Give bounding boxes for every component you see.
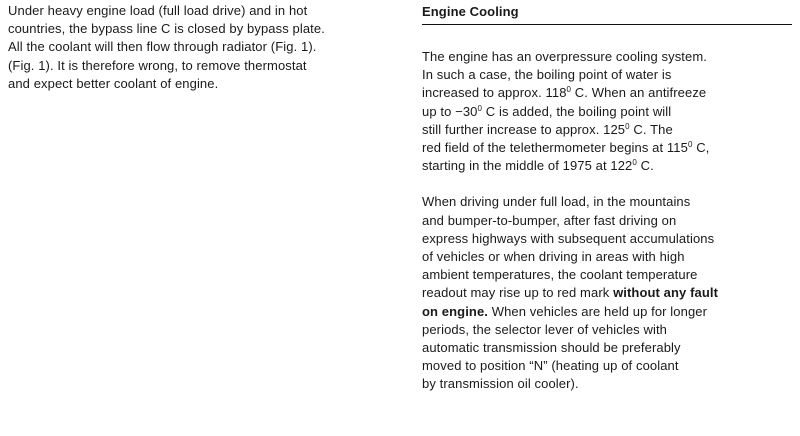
text-segment: When vehicles are held up for longer: [488, 303, 708, 319]
degree-mark: 0: [632, 158, 637, 168]
text-segment: C. The: [629, 121, 673, 137]
degree-mark: 0: [625, 121, 630, 131]
text-line: In such a case, the boiling point of water is: [422, 67, 672, 83]
text-line: [422, 284, 792, 302]
degree-mark: 0: [477, 103, 483, 113]
right-column: [422, 0, 792, 394]
text-line: by transmission oil cooler).: [422, 376, 579, 392]
text-line: All the coolant will then flow through radiator (Fig. 1).: [8, 39, 317, 55]
text-line: and bumper-to-bumper, after fast driving on: [422, 212, 677, 228]
text-line: of vehicles or when driving in areas with high: [422, 249, 685, 265]
text-segment: starting in the middle of 1975 at 122: [422, 158, 633, 174]
text-line: express highways with subsequent accumulations: [422, 230, 715, 246]
section-heading: Engine Cooling: [422, 0, 792, 25]
text-line: automatic transmission should be preferably: [422, 340, 681, 356]
text-line: and expect better coolant of engine.: [8, 75, 219, 91]
text-line: [422, 303, 792, 321]
degree-mark: 0: [687, 140, 693, 150]
text-segment: red field of the telethermometer begins at 115: [422, 140, 688, 156]
text-segment: C is added, the boiling point will: [482, 103, 672, 119]
text-line: [422, 157, 792, 175]
text-line: (Fig. 1). It is therefore wrong, to remove thermostat: [8, 57, 307, 73]
text-segment: C,: [692, 140, 710, 156]
paragraph-full-load: [422, 193, 792, 393]
text-line: When driving under full load, in the mountains: [422, 194, 691, 210]
paragraph-overpressure: [422, 48, 792, 175]
text-line: countries, the bypass line C is closed by bypass plate.: [8, 21, 325, 37]
text-line: Under heavy engine load (full load drive) and in hot: [8, 3, 308, 18]
text-segment: increased to approx. 118: [422, 85, 567, 101]
text-segment: C.: [636, 158, 654, 174]
text-segment: readout may rise up to red mark: [422, 285, 614, 301]
text-line: moved to position “N” (heating up of coolant: [422, 358, 679, 374]
text-line: [422, 121, 792, 139]
text-line: [422, 84, 792, 102]
left-column: [8, 2, 398, 93]
text-segment: C. When an antifreeze: [571, 85, 707, 101]
text-segment: still further increase to approx. 125: [422, 121, 626, 137]
text-line: [422, 103, 792, 121]
emphasis-text: on engine.: [422, 303, 488, 319]
text-line: ambient temperatures, the coolant temperature: [422, 267, 698, 283]
emphasis-text: without any fault: [613, 285, 719, 301]
text-line: [422, 139, 792, 157]
text-line: The engine has an overpressure cooling system.: [422, 49, 707, 64]
text-segment: up to −30: [422, 103, 478, 119]
text-line: periods, the selector lever of vehicles with: [422, 321, 668, 337]
degree-mark: 0: [566, 85, 572, 95]
